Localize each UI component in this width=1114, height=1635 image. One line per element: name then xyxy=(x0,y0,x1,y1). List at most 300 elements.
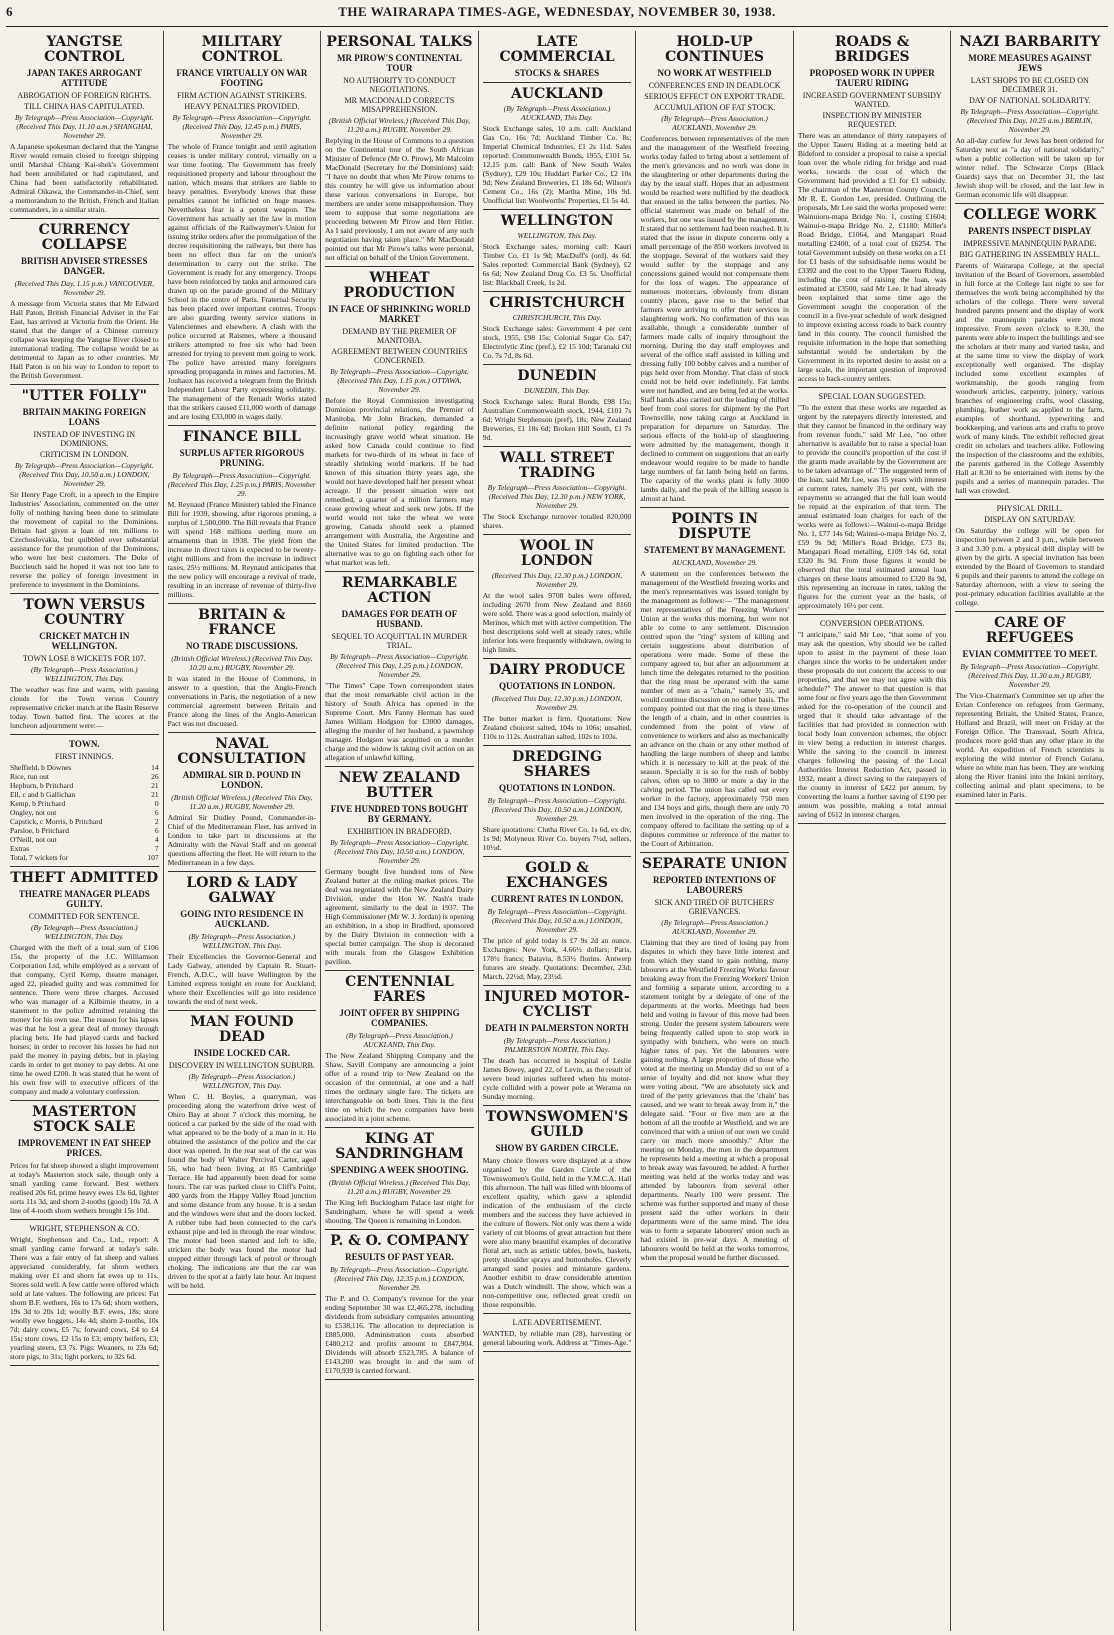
headline: BRITAIN & FRANCE xyxy=(198,607,286,638)
article-divider xyxy=(483,1313,632,1314)
article xyxy=(10,871,159,1096)
subheadline: RESULTS OF PAST YEAR. xyxy=(345,1252,454,1262)
scorecard-row xyxy=(10,817,159,826)
article-body: At the wool sales 9708 bales were offered, including 2670 from New Zealand and 8160 were sold. There was a good selection, mainly of Merinos, which met with active competition. The best descriptions sold well at steady rates, while inferior lots were frequently withdrawn, owing to high limits. xyxy=(482,591,632,654)
subheadline: IMPRESSIVE MANNEQUIN PARADE. xyxy=(963,239,1097,248)
article-body: An all-day curfew for Jews has been ordered for Saturday next as "a day of national solidarity," when a public collection will be taken up for winter relief. The Schwarze Corps (Black Guards) says that on December 31, the last Jewish shop will be closed, and the last Jew in German economic life will disappear. xyxy=(955,136,1105,199)
subheadline: PHYSICAL DRILL. xyxy=(996,504,1063,513)
article-divider xyxy=(483,745,632,746)
article xyxy=(10,223,159,380)
article-body: The P. and O. Company's revenue for the year ending September 30 was £2,465,278, including dividends from subsidiary companies amounting to £538,116. The allocation to depreciation is £885,000. Administration costs absorbed £480,212 and profits amount to £847,904. Dividends will absorb £523,785. A balance of £143,200 was brought in and the sum of £170,939 is carried forward. xyxy=(325,1294,474,1375)
article-divider xyxy=(955,499,1104,500)
article-body: Share quotations: Clutha River Co. 1s 6d, ex div, 1s 9d; Molyneux River Co. buyers 7½d, sellers, 10½d. xyxy=(482,825,632,852)
scorecard-total xyxy=(10,853,159,862)
article-body: There was an attendance of thirty ratepayers of the Upper Taueru Riding at a meeting held at Bideford to consider a proposal to raise a special loan over the whole riding for bridge and road works, towards the cost of which the Government had provided a £1 for £1 subsidy. The chairman of the Masterton County Council, Mr R. E. Gordon Lee, presided. Outlining the proposals, Mr Lee said the works proposed were: Wainuioru-mapa Bridge No. 1, costing £1604; Wainui-o-mapa Bridge No. 2, £1180; Miller's Road Bridge, £1064, and Mangapari Road metalling £2400, of a total cost of £6254. The total Government subsidy on these works on a £1 for £1 basis of the subsidisable items would be £3392 and the cost to the Upper Taueru Riding, including the cost of raising the loan, was estimated at £3500, said Mr Lee. It had already been explained that some time ago the Government sought the cooperation of the council in a five-year schedule of work designed to improve existing access roads to back country land in this county. The council furnished the requisite information in the hope that something substantial would be undertaken by the Government in its reported desire to assist on a large scale, the important question of improved access to back-country settlers. xyxy=(797,131,947,383)
subheadline: STATEMENT BY MANAGEMENT. xyxy=(643,545,786,555)
article-body: Conferences between representatives of the men and the management of the Westfield freezing works today failed to bring about a settlement of the men's grievances and no work was done in the slaughtering or other departments during the day by the usual staff. Hopes that an adjustment would be reached were nullified by the deadlock that ensued in the talks between the parties. No official statement was made on behalf of the workers, but one was issued by the management. It stated that no settlement had been reached. It is stated that the issue in dispute concerns only a small percentage of the 850 workers involved in the stoppage. Several of the workers said they would suffer by the stoppage and any concessions gained would not compensate them for the loss of wages. The appearance of numerous motorcars, obviously from distant country places, gave rise to the belief that farmers were arriving to offer their services in slaughtering work. No confirmation of this was available, though a considerable number of farmers made calls of inquiry throughout the morning. During the day staff employees and several of the office staff assisted in killing and dressing fully 100 bobby calves and a number of pigs held over from Monday. That class of stock could not be held over indefinitely. Fat lambs were not handled, and are being fed at the works. Staff hands also carried out the loading of chilled beef from cool stores for shipment by the Port Townsville, now taking cargo at Auckland in preparation for departure on Saturday. The serious effects of the hold-up of slaughtering were admitted by the management, though it declined to comment on suggestions that an early endeavour would require to be made to handle large numbers of fat lamb being held on farms. The capacity of the works plant is fully 3000 lambs daily, and the peak of the killing season is almost at hand. xyxy=(640,134,789,503)
subheadline: PARENTS INSPECT DISPLAY xyxy=(968,226,1092,236)
dateline: (Received This Day, 1.15 p.m.) VANCOUVER, November 29. xyxy=(14,279,154,297)
runs: 7 xyxy=(154,844,159,853)
headline: YANGTSE CONTROL xyxy=(44,34,125,65)
dateline: (British Official Wireless.) (Received This Day, 11.20 a.m.) RUGBY, November 29. xyxy=(328,1178,471,1196)
article xyxy=(798,392,947,610)
article-divider xyxy=(798,614,947,615)
column-1 xyxy=(6,31,164,1631)
dateline: (By Telegraph—Press Association.) AUCKLAND, This Day. xyxy=(503,104,611,122)
scorecard-innings: FIRST INNINGS. xyxy=(55,752,114,761)
scorecard-row xyxy=(10,763,159,772)
article-body: The New Zealand Shipping Company and the Shaw, Savill Company are announcing a joint offer of a round trip to New Zealand on the occasion of the centennial, at one and a half times the ordinary single fare. The tickets are interchangeable on both lines. This is the first time on which the two companies have been associated in a joint scheme. xyxy=(325,1051,474,1123)
subheadline: LATE ADVERTISEMENT. xyxy=(512,1318,602,1327)
article-divider xyxy=(325,766,474,767)
subheadline: QUOTATIONS IN LONDON. xyxy=(499,783,615,793)
dateline: By Telegraph—Press Association—Copyright. (Received This Day, 1.25 p.m.) LONDON, November 29. xyxy=(330,652,469,679)
article-body: Stock Exchange sales, 10 a.m. call: Auckland Gas Co. 16s 7d; Auckland Timber Co. 8s; Imperial Chemical Industries, £1 2s 11d. Sales reported: Commonwealth Bonds, 1955, £101 5s. 12.15 p.m. call: Bank of New South Wales (Sydney), £29 10s; Huddart Parker Co., £2 10s 9d; New Zealand Breweries, £1 18s 6d; Wilson's Cement Co., 16s (2); Martha Mine, 10s 9d. Unofficial list: Woolworths' Properties, £1 5s 4d. xyxy=(482,124,632,205)
subheadline: HEAVY PENALTIES PROVIDED. xyxy=(184,102,300,111)
article xyxy=(483,35,632,78)
article xyxy=(798,619,947,819)
column-3 xyxy=(321,31,479,1631)
article-body: Many choice flowers were displayed at a show organised by the Garden Circle of the Townswomen's Guild, held in the Y.M.C.A. Hall this afternoon. The hall was filled with blooms of excellent quality, which gave a splendid indication of the enthusiasm of the circle members and the success they have achieved in the culture of flowers. Not only was there a wide variety of cut blooms of great attraction but there were also many beautiful examples of decorative floral art, such as artistic tables, bowls, baskets, pretty shoulder sprays and buttonholes. Cleverly arranged sand posies and miniature gardens. Another exhibit to draw considerable attention was a Dutch windmill. The show, which was a non-competitive one, reflected great credit on those responsible. xyxy=(482,1156,632,1309)
subheadline: SPECIAL LOAN SUGGESTED. xyxy=(818,392,926,401)
scorecard-row xyxy=(10,772,159,781)
headline: DAIRY PRODUCE xyxy=(488,662,626,678)
subheadline: ADMIRAL SIR D. POUND IN LONDON. xyxy=(182,770,301,790)
subheadline: INSPECTION BY MINISTER REQUESTED. xyxy=(822,111,922,129)
headline: CARE OF REFUGEES xyxy=(985,615,1074,646)
article xyxy=(325,1132,474,1225)
article xyxy=(10,1224,159,1361)
article-body: A message from Victoria states that Mr Edward Hall Paton, British Financial Adviser in the Far East, has arrived at Victoria from the Orient. He stated that the danger of a Chinese currency collapse was keeping the Yangtse River closed to international trading. The collapse would be as detrimental to Japan as to other countries. Mr Hall Paton is on his way to London to report to the British Government. xyxy=(10,299,159,380)
headline: WALL STREET TRADING xyxy=(499,450,615,481)
article-divider xyxy=(10,734,159,735)
subheadline: INSTEAD OF INVESTING IN DOMINIONS. xyxy=(33,430,136,448)
article-divider xyxy=(955,203,1104,204)
headline: NAVAL CONSULTATION xyxy=(177,736,307,767)
article-divider xyxy=(483,209,632,210)
subheadline: GOING INTO RESIDENCE IN AUCKLAND. xyxy=(180,909,304,929)
dateline: (By Telegraph—Press Association.) AUCKLAND, November 29. xyxy=(661,114,768,132)
subheadline: CONFERENCES END IN DEADLOCK xyxy=(648,81,781,90)
article xyxy=(483,296,632,360)
subheadline: CONVERSION OPERATIONS. xyxy=(819,619,925,628)
article-divider xyxy=(10,218,159,219)
article xyxy=(325,975,474,1123)
article xyxy=(325,271,474,567)
article-divider xyxy=(483,82,632,83)
article-body: WANTED, by reliable man (28), harvesting or general labouring work. Address at "Times-Age." xyxy=(482,1329,632,1347)
article-divider xyxy=(483,364,632,365)
column-7 xyxy=(951,31,1108,1631)
article-body: The death has occurred in hospital of Leslie James Bowey, aged 22, of Levin, as the result of severe head injuries suffered when his motor-cycle collided with a power pole at Weraroa on Sunday morning. xyxy=(482,1056,632,1101)
dateline: By Telegraph—Press Association—Copyright. (Received This Day, 12.30 p.m.) NEW YORK, November 29. xyxy=(487,483,627,510)
article xyxy=(483,451,632,530)
subheadline: AGREEMENT BETWEEN COUNTRIES CONCERNED. xyxy=(331,347,468,365)
runs: 6 xyxy=(154,808,159,817)
article xyxy=(483,539,632,654)
article-divider xyxy=(168,1010,317,1011)
dateline: (By Telegraph—Press Association.) WELLINGTON, This Day. xyxy=(30,665,138,683)
subheadline: EVIAN COMMITTEE TO MEET. xyxy=(962,649,1098,659)
article-divider xyxy=(483,1105,632,1106)
headline: GOLD & EXCHANGES xyxy=(505,860,609,891)
subheadline: SICK AND TIRED OF BUTCHERS' GRIEVANCES. xyxy=(654,898,775,916)
article-divider xyxy=(168,1294,317,1295)
article-divider xyxy=(325,266,474,267)
headline: SEPARATE UNION xyxy=(641,856,788,872)
scorecard-row xyxy=(10,790,159,799)
page-number: 6 xyxy=(6,4,13,19)
article-divider xyxy=(325,970,474,971)
dateline: (Received This Day, 12.30 p.m.) LONDON, November 29. xyxy=(491,694,623,712)
article xyxy=(798,35,947,383)
subheadline: EXHIBITION IN BRADFORD. xyxy=(347,827,452,836)
article xyxy=(483,663,632,741)
article xyxy=(483,214,632,287)
subheadline: CURRENT RATES IN LONDON. xyxy=(490,894,624,904)
article-divider xyxy=(10,593,159,594)
article xyxy=(640,857,789,1262)
masthead xyxy=(6,4,1108,27)
article xyxy=(168,35,317,421)
cricket-scorecard xyxy=(10,739,159,862)
runs: 0 xyxy=(154,799,159,808)
dateline: By Telegraph—Press Association—Copyright. (Received This Day, 10.25 a.m.) BERLIN, November 29. xyxy=(960,107,1100,134)
subheadline: SEQUEL TO ACQUITTAL IN MURDER TRIAL. xyxy=(331,632,468,650)
subheadline: WRIGHT, STEPHENSON & CO. xyxy=(29,1224,140,1233)
article-divider xyxy=(640,1266,789,1267)
article xyxy=(168,737,317,867)
article xyxy=(955,616,1104,799)
headline: ROADS & BRIDGES xyxy=(834,34,910,65)
subheadline: SHOW BY GARDEN CIRCLE. xyxy=(495,1143,619,1153)
headline: TOWN VERSUS COUNTRY xyxy=(23,597,146,628)
headline: AUCKLAND xyxy=(511,86,604,102)
runs: 4 xyxy=(154,835,159,844)
article xyxy=(325,35,474,262)
subheadline: LAST SHOPS TO BE CLOSED ON DECEMBER 31. xyxy=(970,76,1089,94)
subheadline: STOCKS & SHARES xyxy=(514,68,600,78)
total-label: Total, 7 wickets for xyxy=(10,853,69,862)
dateline: DUNEDIN, This Day. xyxy=(524,386,590,395)
headline: INJURED MOTOR-CYCLIST xyxy=(484,989,630,1020)
column-6 xyxy=(794,31,952,1631)
article xyxy=(168,1015,317,1290)
subheadline: IMPROVEMENT IN FAT SHEEP PRICES. xyxy=(17,1138,151,1158)
subheadline: DISCOVERY IN WELLINGTON SUBURB. xyxy=(168,1061,315,1070)
article-body: Stock Exchange sales: Rural Bonds, £98 15s; Australian Commonwealth stock, 1944, £101 7s 6d; Wright Stephenson (pref), 18s; New Zealand Breweries, £1 18s 6d; Broken Hill South, £1 7s 9d. xyxy=(482,397,632,442)
subheadline: INSIDE LOCKED CAR. xyxy=(193,1048,290,1058)
headline: P. & O. COMPANY xyxy=(330,1233,469,1249)
subheadline: DEATH IN PALMERSTON NORTH xyxy=(485,1023,629,1033)
batsman: Hepburn, b Pritchard xyxy=(10,781,74,790)
article-body: The weather was fine and warm, with passing clouds for the Town versus Country representative cricket match at the Basin Reserve today. Town batted first. The scores at the luncheon adjournment were:— xyxy=(10,685,159,730)
dateline: (By Telegraph—Press Association.) AUCKLAND, This Day. xyxy=(346,1031,453,1049)
article-body: "I anticipate," said Mr Lee, "that some of you may ask the question, why should we be called upon to assist in the payment of these loan charges since the works to be undertaken under these proposals do not concern the access to our properties, and that we may not agree with this schedule?" The answer to that question is that some four or five years ago the then Government asked for the co-operation of the council and urged that it should take advantage of the facilities that had provided in connection with local body loan conversion schemes, the object in view being a reduction in interest charges. While the saving to the council in interest charges following the passing of the Local Authorities Interest Reduction Act, passed in 1932, meant a direct saving to the ratepayers of the county in interest of £422 per annum, by converting the loans a further saving of £190 per annum was possible, making a total annual saving of £612 in interest charges. xyxy=(797,630,947,819)
batsman: Ell, c and b Gallichan xyxy=(10,790,76,799)
article-body: Before the Royal Commission investigating Dominion provincial relations, the Premier of Manitoba, Mr John Bracken, demanded a definite national policy regarding the increasingly grave world wheat situation. He asked how Canada could continue to find markets for two-thirds of its wheat in face of steadily shrinking world markets. If he had known of this situation thirty years ago, she would not have developed half her present wheat acreage. If the present situation were not remedied, a quarter of a million farmers may cease growing wheat and seek new jobs. If the world would not take the wheat we were growing, Canada should seek a planned arrangement with Australia, the Argentine and the United States for limited production. The alternative was to go on fighting each other for what market was left. xyxy=(325,396,474,567)
headline: FINANCE BILL xyxy=(183,429,301,445)
article xyxy=(10,1105,159,1215)
dateline: By Telegraph—Press Association—Copyright. (Received This Day, 10.50 a.m.) LONDON, November 29. xyxy=(487,796,627,823)
dateline: (British Official Wireless.) (Received This Day, 11.20 a.m.) RUGBY, November 29. xyxy=(328,116,471,134)
article-body: The Vice-Chairman's Committee set up after the Evian Conference on refugees from Germany, representing Britain, the United States, France, Holland and Brazil, will meet on Friday at the Foreign Office. The Transvaal, South Africa, produces more gold than any other place in the world. An expedition of French scientists is exploring the wild interior of French Guiana, where no white man has been. They are working along the River Itanini into the Inkini territory, collecting animal and plant specimens, to be examined later in Paris. xyxy=(955,691,1105,799)
article-body: The King left Buckingham Palace last night for Sandringham, where he will spend a week shooting. The Queen is remaining in London. xyxy=(325,1198,474,1225)
article xyxy=(483,1110,632,1309)
headline: "UTTER FOLLY" xyxy=(21,388,147,404)
headline: PERSONAL TALKS xyxy=(326,34,473,50)
column-5 xyxy=(636,31,794,1631)
dateline: By Telegraph—Press Association—Copyright. (Received This Day, 12.35 p.m.) LONDON, November 29. xyxy=(330,1265,469,1292)
subheadline: FIVE HUNDRED TONS BOUGHT BY GERMANY. xyxy=(330,804,469,824)
batsman: Rice, run out xyxy=(10,772,49,781)
subheadline: BIG GATHERING IN ASSEMBLY HALL. xyxy=(959,250,1100,259)
subheadline: COMMITTED FOR SENTENCE. xyxy=(28,912,140,921)
subheadline: REPORTED INTENTIONS OF LABOURERS xyxy=(652,875,777,895)
subheadline: ABROGATION OF FOREIGN RIGHTS. xyxy=(17,91,152,100)
article-body: "To the extent that these works are regarded as urgent by the ratepayers directly interested, and that they cannot be financed in the ordinary way from revenue funds," said Mr Lee, "no other alternative is available but to raise a special loan to provide the council's proportion of the cost if the grants made available by the Government are to be taken advantage of." The suggested term of the loan, said Mr Lee, was 15 years with interest at current rates, namely 3½ per cent, with the repayments so arranged that the full loan would be repaid at the expiration of that term. The annual estimated loan charges for each of the works were as follows:—Wainui-o-mapa Bridge No. 1, £77 14s 6d; Wainui-o-mapa Bridge No. 2, £59 9s 9d; Miller's Road Bridge, £73 8s; Mangapari Road metalling, £109 14s 6d, total £320 8s 9d. From these figures it would be observed that the total estimated annual loan charges on these loans amounted to £320 8s 9d, this representing an increase in rates, taking the figures for the current year as the basis, of approximately 16½ per cent. xyxy=(797,403,947,610)
subheadline: DEMAND BY THE PREMIER OF MANITOBA. xyxy=(342,327,457,345)
article-divider xyxy=(168,425,317,426)
headline: CURRENCY COLLAPSE xyxy=(38,222,130,253)
dateline: WELLINGTON, This Day. xyxy=(517,231,597,240)
subheadline: JOINT OFFER BY SHIPPING COMPANIES. xyxy=(339,1008,460,1028)
dateline: (By Telegraph—Press Association.) WELLINGTON, This Day. xyxy=(188,932,296,950)
article-body: The price of gold today is £7 9s 2d an ounce. Exchanges: New York, 4.66½ dollars; Paris, 178½ francs; Batavia, 8.53½ florins. Antwerp futures are steady. Quotations: December, 23d; March, 22½d; May, 23½d. xyxy=(482,936,632,981)
article-body: A statement on the conferences between the management of the Westfield freezing works and the men's representatives was issued tonight by the management as follows:— "The management met representatives of the Freezing Workers' Union at the works this morning, but were not able to come to any settlement. Discussion centred upon the "ring" system of killing and certain suggestions about distribution of operations were made. Some of these the company agreed to, but after an adjournment at lunch time the delegates returned to the position that the ring must be operated with the same number of men as a "chain," namely 35, and would continue discussion on no other basis. The company pointed out that the ring is three times the length of a chain, and in other countries is condemned from the point of view of convenience to workers and also as mechanically an advance on the chain or any other method of handling the large numbers of sheep and lambs which it is necessary to kill at the peak of the season. Specially it is so for the rush of bobby calves, often up to 3000 or more a day in the calving period. The union has called out every worker in the factory, approximately 750 men and 134 boys and girls, though there are only 70 men involved in the operation of the ring. The company offered to facilitate the setting up of a disputes committee or reference of the matter to the Court of Arbitration. xyxy=(640,569,789,848)
article xyxy=(955,208,1104,495)
article-divider xyxy=(10,1365,159,1366)
article-body: Wright, Stephenson and Co., Ltd., report: A small yarding came forward at today's sale. There was a fair entry of fat sheep and values appreciated considerably, fat shorn wethers making over £1 and shorn fat ewes up to 11s. Stores sold well. A few cattle were offered which sold at late values. The following are prices: Fat shorn B.F. wethers, 16s to 17s 6d; shorn wethers, 19s 3d to 20s 1d; woolly B.F. ewes, 18s; store woolly ewe hoggets, 14s 4d; shorn 2-tooths, 10s 7d; dairy cows, £5 7s; forward cows, £4 to £4 15s; store cows, £2 15s to £3; empty heifers, £3; yearling steers, £3 7s. Pigs: Weaners, to 23s 6d; store pigs, to 31s; light porkers, to 32s 6d. xyxy=(10,1235,159,1361)
newspaper-title: THE WAIRARAPA TIMES-AGE, WEDNESDAY, NOVEMBER 30, 1938. xyxy=(338,4,776,19)
subheadline: CRITICISM IN LONDON. xyxy=(39,450,129,459)
total-runs: 107 xyxy=(147,853,159,862)
column-2 xyxy=(164,31,322,1631)
article-divider xyxy=(10,384,159,385)
article-divider xyxy=(955,611,1104,612)
dateline: By Telegraph—Press Association—Copyright. (Received This Day, 10.50 a.m.) LONDON, November 29. xyxy=(14,461,154,488)
scorecard-row xyxy=(10,826,159,835)
dateline: AUCKLAND, November 29. xyxy=(672,558,758,567)
headline: NAZI BARBARITY xyxy=(959,34,1101,50)
article-body: Admiral Sir Dudley Pound, Commander-in-Chief of the Mediterranean Fleet, has arrived in London to take part in discussions at the Admiralty with the Naval Staff and on general questions affecting the fleet. He will return to the Mediterranean in a few days. xyxy=(167,813,317,867)
scorecard-row xyxy=(10,808,159,817)
scorecard-team: TOWN. xyxy=(68,739,100,749)
subheadline: BRITAIN MAKING FOREIGN LOANS xyxy=(22,407,146,427)
article-divider xyxy=(10,1100,159,1101)
subheadline: NO TRADE DISCUSSIONS. xyxy=(186,641,298,651)
headline: COLLEGE WORK xyxy=(963,207,1097,223)
dateline: (By Telegraph—Press Association.) PALMERSTON NORTH, This Day. xyxy=(503,1036,611,1054)
dateline: By Telegraph—Press Association—Copyright. (Received This Day, 10.50 a.m.) LONDON, November 29. xyxy=(330,838,469,865)
article-divider xyxy=(168,732,317,733)
column-4 xyxy=(479,31,637,1631)
dateline: By Telegraph—Press Association—Copyright. (Received This Day, 12.45 p.m.) PARIS, November 29. xyxy=(172,113,312,140)
article-divider xyxy=(483,658,632,659)
article-divider xyxy=(325,1229,474,1230)
article xyxy=(10,35,159,214)
article-body: Sir Henry Page Croft, in a speech to the Empire Industries' Association, commented on the utter folly of nothing having been done to stimulate the movement of capital to the Dominions. Britain had given a loan of ten millions to Czechoslovakia, but quibbled over substantial assistance for the promotion of the Dominions, who were her best customers. The Duke of Buccleuch said he hoped it was not too late to reverse the policy of foreign investment in preference to investment in the Dominions. xyxy=(10,490,159,589)
subheadline: MR MACDONALD CORRECTS MISAPPREHENSION. xyxy=(344,96,455,114)
dateline: (By Telegraph—Press Association.) AUCKLAND, November 29. xyxy=(661,918,768,936)
headline: LORD & LADY GALWAY xyxy=(186,875,298,906)
subheadline: DAY OF NATIONAL SOLIDARITY. xyxy=(968,96,1091,105)
subheadline: NO AUTHORITY TO CONDUCT NEGOTIATIONS. xyxy=(343,76,456,94)
article-body: A Japanese spokesman declared that the Yangtse River would remain closed to foreign shipping until Marshal Chiang Kai-shek's Government had been annihilated or had capitulated, and China had been satisfactorily rehabilitated. Admiral Oikawa, the Commander-in-Chief, sent a memorandum to the British, French and Italian commanders, in a similar strain. xyxy=(10,142,159,214)
headline: CHRISTCHURCH xyxy=(489,295,625,311)
subheadline: FRANCE VIRTUALLY ON WAR FOOTING xyxy=(176,68,308,88)
headline: DREDGING SHARES xyxy=(512,749,602,780)
article-body: Stock Exchange sales: Government 4 per cent stock, 1955, £98 15s; Colonial Sugar Co. £47; Electrolytic Zinc (pref.), £2 15 10d; Taranaki Oil Co. 7s 7d, 8s 6d. xyxy=(482,324,632,360)
article-divider xyxy=(325,571,474,572)
article-divider xyxy=(325,1127,474,1128)
dateline: By Telegraph—Press Association—Copyright. (Received This Day, 10.50 a.m.) LONDON, November 29. xyxy=(487,907,627,934)
headline: HOLD-UP CONTINUES xyxy=(665,34,765,65)
headline: MILITARY CONTROL xyxy=(201,34,282,65)
article xyxy=(640,35,789,503)
article-divider xyxy=(10,866,159,867)
article-body: Charged with the theft of a total sum of £106 15s, the property of the J.C. Williamson Corporation Ltd, while employed as a servant of that company, Cyril Kemp, theatre manager, aged 22, pleaded guilty and was committed for sentence. There were three charges. Accused who was manager of a Kilbirnie theatre, in a statement to the police admitted retaining the money for his own use. The reason for his lapses was that he lost a great deal of money through placing bets. He had played cards and backed horses; in order to recover his losses he had not paid the money in paying debts, but in playing cards in order to get money to pay debts. At one time he owed £200. It was stated that he went of his own free will to executive officers of the company and made a voluntary confession. xyxy=(10,943,159,1096)
runs: 26 xyxy=(151,772,159,781)
article-divider xyxy=(168,603,317,604)
article-divider xyxy=(168,871,317,872)
article-body: The whole of France tonight and until agitation ceases is under military control, virtually on a war time footing. The Government has freely requisitioned property and labour throughout the nation, which means that strikers are liable to heavy penalties. Everybody knows that these penalties cannot be inflicted on huge masses. Nevertheless fear is a potent weapon. The Government has actually set the law in motion against officials of the Railwaymen's Union for issuing strike orders after the promulgation of the decree requisitioning the railways, but there has been no effect thus far on the union's determination to carry out the strike. The Government is ready for any emergency. Troops have been reinforced by tanks and armoured cars drawn up on the parade ground of the Military School in the centre of Paris. Fraternal Security has been placed over important centres. Troops are also guarding twenty service stations in Valenciennes and elsewhere. A clash with the police occurred at Raismes, where a thousand strikers attempted to free six who had been arrested for trying to prevent men going to work. The police have arrested many foreigners spreading propaganda in mines and factories. M. Jouhaux has received a telegram from the British Independent Labour Party expressing solidarity. The management of the Renault Works stated that the strikers caused £11,000 worth of damage and are losing £33,000 in wages daily. xyxy=(167,142,317,421)
dateline: By Telegraph—Press Association—Copyright. (Received This Day, 1.25 p.m.) PARIS, November 29. xyxy=(167,471,316,498)
article xyxy=(483,369,632,442)
article xyxy=(483,1318,632,1347)
dateline: (British Official Wireless.) (Received This Day, 10.20 a.m.) RUGBY, November 29. xyxy=(171,654,313,672)
subheadline: THEATRE MANAGER PLEADS GUILTY. xyxy=(18,889,150,909)
article-body: "The Times" Cape Town correspondent states that the most remarkable civil action in the history of South Africa has opened in the Supreme Court. Mrs Fanny Herman has sued James William Hodgson for £3000 damages, alleging the murder of her husband, a pawnshop manager. Hodgson was acquitted on a murder charge and the widow is taking civil action on an allegation of unlawful killing. xyxy=(325,681,474,762)
headline: DUNEDIN xyxy=(517,368,597,384)
article xyxy=(10,598,159,730)
article-divider xyxy=(483,985,632,986)
runs: 21 xyxy=(151,781,159,790)
subheadline: JAPAN TAKES ARROGANT ATTITUDE xyxy=(26,68,142,88)
batsman: O'Neill, not out xyxy=(10,835,57,844)
article-body: On Saturday the college will be open for inspection between 2 and 3 p.m., while between 3 and 3.30 p.m. a physical drill display will be given by the girls. A special invitation has been extended by the Board of Governors to standard 6 pupils and their parents to attend the college on Saturday afternoon, with a view to seeing the post-primary education facilities available at the college. xyxy=(955,526,1105,607)
subheadline: DISPLAY ON SATURDAY. xyxy=(984,515,1076,524)
article xyxy=(325,576,474,762)
article-divider xyxy=(483,856,632,857)
runs: 2 xyxy=(154,817,159,826)
headline: THEFT ADMITTED xyxy=(10,870,159,886)
article-body: Parents of Wairarapa College, at the special invitation of the Board of Governors, assembled in full force at the College last night to see for themselves the work being accomplished by the scholars of the college. There were several hundred parents present and the display of work and the mannequin parades were most impressive. From seven o'clock to 8.30, the parents were able to inspect the buildings and see the scholars at their many and varied tasks, and at the same time to view the display of work exceptionally well organised. The display included some excellent examples of workmanship, the goods ranging from woodwork articles, carpentry, joinery, various branches of engineering crafts, wool classing, plumbing, leather work as applied to the farm, examples of shorthand, typewriting and bookkeeping, and various arts and crafts to prove work of many kinds. The exhibit reflected great credit on scholars and teachers alike. Following the inspection of the classrooms and the exhibits, the parents gathered in the College Assembly Hall at 8.30 to be entertained with items by the pupils and a series of mannequin parades. The hall was crowded. xyxy=(955,261,1105,495)
article xyxy=(168,876,317,1006)
headline: MASTERTON STOCK SALE xyxy=(32,1104,137,1135)
scorecard-row xyxy=(10,781,159,790)
article xyxy=(325,771,474,966)
dateline: By Telegraph—Press Association—Copyright. (Received This Day, 11.30 a.m.) RUGBY, November 29. xyxy=(960,662,1100,689)
headline: KING AT SANDRINGHAM xyxy=(335,1131,464,1162)
batsman: Parsloe, b Pritchard xyxy=(10,826,69,835)
article-divider xyxy=(955,803,1104,804)
headline: WOOL IN LONDON xyxy=(519,538,595,569)
headline: NEW ZEALAND BUTTER xyxy=(338,770,461,801)
article-body: Replying in the House of Commons to a question on the Continental tour of the South African Minister of Defence (Mr O. Pirow), Mr Malcolm MacDonald (Secretary for the Dominions) said: "I have no doubt that when Mr Pirow returns to this country he will give us information about these various conversations in Europe, but members are under some misapprehension. They seem to suppose that some negotiations are proceeding between Mr Pirow and Herr Hitler. As I said previously, I am not aware of any such negotiation having taken place." Mr MacDonald pointed out that Mr Pirow's talks were personal, not official on behalf of the Union Government. xyxy=(325,136,474,262)
subheadline: DAMAGES FOR DEATH OF HUSBAND. xyxy=(341,609,458,629)
subheadline: PROPOSED WORK IN UPPER TAUERU RIDING xyxy=(809,68,935,88)
article-body: Prices for fat sheep showed a slight improvement at today's Masterton stock sale, though only a small yarding came forward. Best wethers realised 20s 6d, prime heavy ewes 13s 6d, lighter sorts 11s 3d, and shorn 2-tooths (good) 10s 7d. A line of 4-tooth shorn wethers brought 15s 10d. xyxy=(10,1161,159,1215)
article-divider xyxy=(640,507,789,508)
article xyxy=(168,608,317,728)
batsman: Sheffield, b Downes xyxy=(10,763,72,772)
article-divider xyxy=(640,852,789,853)
article-body: Claiming that they are tired of losing pay from disputes in which they have little interest and from which they stand to gain nothing, many labourers at the Westfield Freezing Works favour breaking away from the Freezing Workers' Union and forming a separate union, according to a statement tonight by a delegate of one of the departments at the works. Meetings had been held and voting in favour of this move had been strong. Under the present system labourers were being frequently called upon to stop work in sympathy with butchers, who were on much higher rates of pay. Yet the labourers were gaining nothing. A large proportion of those who voted at the meeting on Monday did so out of a sense of loyalty and did not know what they were voting about. "We are absolutely sick and tired of the petty grievances that the 'chain' has caused, and we want to break away from it," the delegate said. "Four or five men are at the bottom of all the trouble at Westfield, and we are convinced that with a union of our own we could carry on much more smoothly." After the meeting on Monday, the men in the department he represents held a meeting at which a proposal to break away was favoured, he added. A further meeting was held at the works today and was attended by labourers from several other departments. Nearly 100 were present. The scheme was further supported and many of those present said the other workers in their departments were of the same mind. The idea was to form a separate labourers' union such as had existed in pre-war days. A meeting of labourers would be held at the works tomorrow, when the proposal would be further discussed. xyxy=(640,938,789,1262)
headline: CENTENNIAL FARES xyxy=(345,974,454,1005)
subheadline: INCREASED GOVERNMENT SUBSIDY WANTED. xyxy=(802,91,942,109)
subheadline: TOWN LOSE 8 WICKETS FOR 107. xyxy=(22,654,146,663)
article xyxy=(640,512,789,848)
article xyxy=(10,389,159,589)
dateline: (By Telegraph—Press Association.) WELLINGTON, This Day. xyxy=(188,1072,296,1090)
batsman: Extras xyxy=(10,844,30,853)
batsman: Capstick, c Morris, b Pritchard xyxy=(10,817,103,826)
subheadline: MORE MEASURES AGAINST JEWS xyxy=(968,53,1092,73)
article-divider xyxy=(483,1351,632,1352)
article-divider xyxy=(325,1379,474,1380)
subheadline: CRICKET MATCH IN WELLINGTON. xyxy=(39,631,130,651)
runs: 6 xyxy=(154,826,159,835)
subheadline: SURPLUS AFTER RIGOROUS PRUNING. xyxy=(179,448,305,468)
article-body: It was stated in the House of Commons, in answer to a question, that the Anglo-French conversations in Paris, the negotiation of a new commercial agreement between Britain and France along the lines of the Anglo-American Pact was not discussed. xyxy=(167,674,317,728)
article-body: Stock Exchange sales, morning call: Kauri Timber Co. £1 1s 9d; MacDuff's (ord). 4s 6d. Sales reported: Commercial Bank (Sydney), £2 6s 6d; New Zealand Drug Co. £3 5s. Unofficial list: Blackball Creek, 1s 2d. xyxy=(482,242,632,287)
article-body: M. Reynaud (France Minister) tabled the Finance Bill for 1939, showing, after rigorous pruning, a surplus of 1,500,000. The Bill reveals that France will spend 168 millions sterling more on armaments than in 1938. The yield from the increase in direct taxes is expected to be twenty-eight millions and from the increase in indirect taxes, 25½ millions. M. Reynaud anticipates that the new policy will encourage a revival of trade, resulting in an increase of revenue of thirty-five millions. xyxy=(167,500,317,599)
subheadline: NO WORK AT WESTFIELD xyxy=(657,68,772,78)
article-divider xyxy=(483,291,632,292)
dateline: (By Telegraph—Press Association.) WELLINGTON, This Day. xyxy=(30,923,138,941)
scorecard-row xyxy=(10,835,159,844)
runs: 21 xyxy=(151,790,159,799)
headline: REMARKABLE ACTION xyxy=(341,575,457,606)
subheadline: SERIOUS EFFECT ON EXPORT TRADE. xyxy=(644,92,785,101)
article xyxy=(168,430,317,599)
article-body: The Stock Exchange turnover totalled 820,000 shares. xyxy=(482,512,632,530)
article xyxy=(483,861,632,981)
subheadline: FIRM ACTION AGAINST STRIKERS. xyxy=(177,91,307,100)
dateline: (Received This Day, 12.30 p.m.) LONDON, November 29. xyxy=(491,571,623,589)
article xyxy=(483,750,632,852)
headline: WELLINGTON xyxy=(500,213,614,229)
headline: WHEAT PRODUCTION xyxy=(343,270,456,301)
column-container xyxy=(6,31,1108,1631)
article-divider xyxy=(798,387,947,388)
subheadline: TILL CHINA HAS CAPITULATED. xyxy=(24,102,145,111)
subheadline: MR PIROW'S CONTINENTAL TOUR xyxy=(337,53,462,73)
batsman: Kemp, b Pritchard xyxy=(10,799,66,808)
article-body: Germany bought five hundred tons of New Zealand butter at the ruling market prices. The deal was negotiated with the New Zealand Dairy Division, under the Hon W. Nash's trade agreement, similarly to the deal in 1937. The High Commissioner (Mr W. J. Jordan) is opening an exhibition, in a shop in Bradford, sponsored by the Dairy Division in connection with a special butter campaign. The shop is decorated with murals from the Glasgow Exhibition pavilion. xyxy=(325,867,474,966)
article-divider xyxy=(483,534,632,535)
subheadline: SPENDING A WEEK SHOOTING. xyxy=(330,1165,469,1175)
headline: LATE COMMERCIAL xyxy=(499,34,615,65)
headline: POINTS IN DISPUTE xyxy=(671,511,759,542)
scorecard-row xyxy=(10,844,159,853)
subheadline: IN FACE OF SHRINKING WORLD MARKET xyxy=(328,304,471,324)
batsman: Ongley, not out xyxy=(10,808,57,817)
article xyxy=(325,1234,474,1375)
subheadline: ACCUMULATION OF FAT STOCK. xyxy=(653,103,776,112)
dateline: CHRISTCHURCH, This Day. xyxy=(512,313,602,322)
runs: 14 xyxy=(151,763,159,772)
article xyxy=(955,35,1104,199)
headline: MAN FOUND DEAD xyxy=(190,1014,294,1045)
article-divider xyxy=(10,1219,159,1220)
article-body: Their Excellencies the Governor-General and Lady Galway, attended by Captain R. Stuart-French, A.D.C., will leave Wellington by the Limited express tonight en route for Auckland, where their Excellencies will go into residence towards the end of next week. xyxy=(167,952,317,1006)
subheadline: QUOTATIONS IN LONDON. xyxy=(499,681,615,691)
subheadline: BRITISH ADVISER STRESSES DANGER. xyxy=(21,256,148,276)
article xyxy=(483,87,632,205)
dateline: By Telegraph—Press Association—Copyright. (Received This Day, 11.10 a.m.) SHANGHAI, November 29. xyxy=(14,113,154,140)
